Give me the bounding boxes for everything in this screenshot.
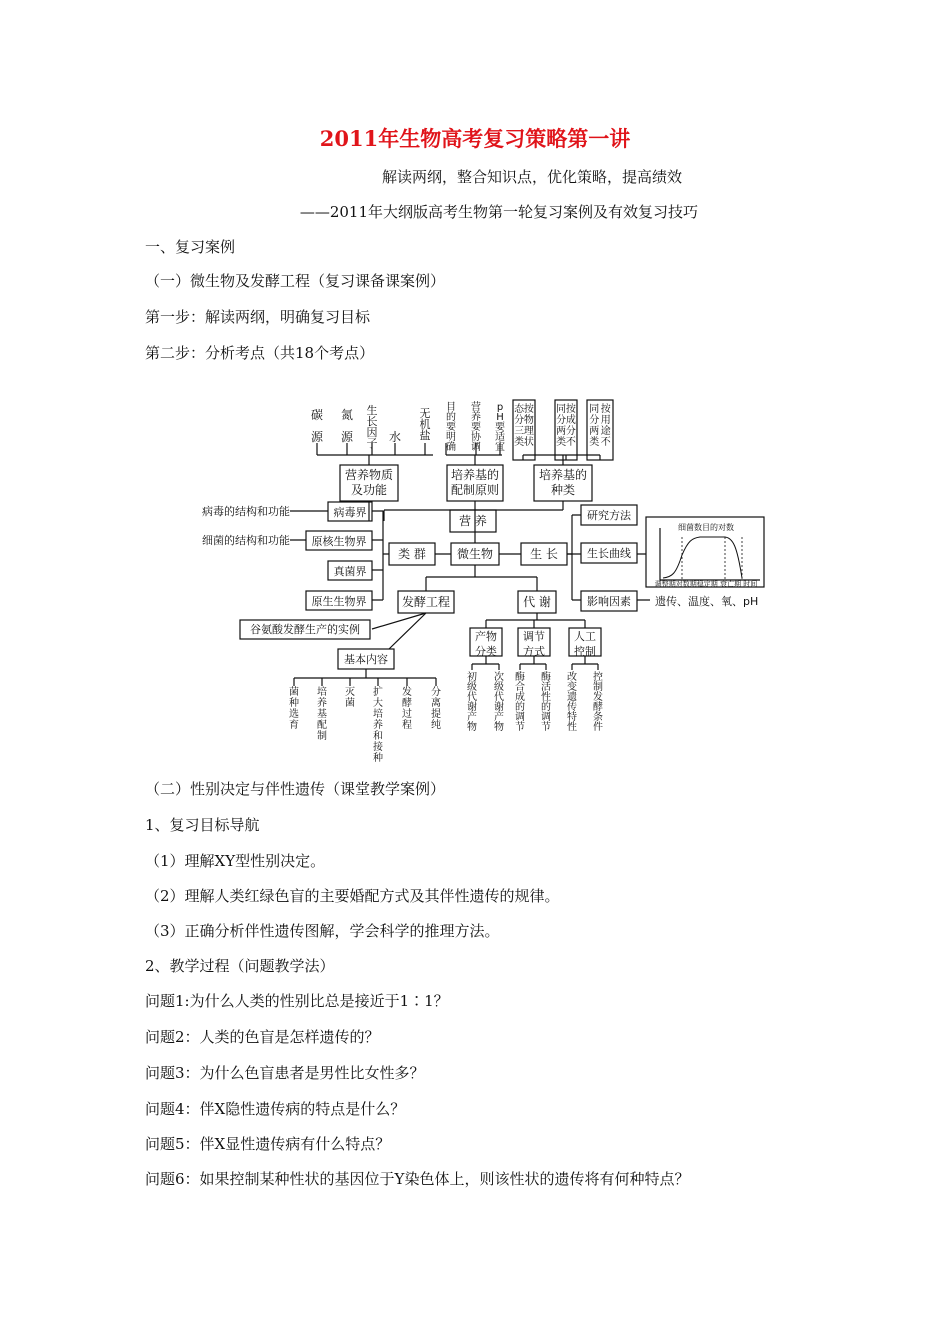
subsection-heading: （一）微生物及发酵工程（复习课备课案例） [145, 272, 446, 290]
medium-type-label: 分 [565, 426, 576, 437]
principle-label: 目 [446, 402, 456, 413]
principle-label: 调 [471, 442, 481, 453]
basic-item: 制 [317, 731, 327, 742]
basic-item: 发 [402, 687, 412, 698]
nutrient-source-label: 氮 [340, 408, 354, 422]
microbe-center-node: 微生物 [456, 547, 494, 561]
nutrient-source-label: 盐 [419, 429, 431, 442]
principle-box-label: 培养基的 [450, 468, 500, 482]
metab-item: 成 [515, 692, 525, 703]
basic-item: 和 [373, 731, 383, 742]
metab-item: 变 [567, 682, 577, 693]
basic-item: 接 [373, 742, 383, 753]
growth-item: 影响因素 [587, 595, 631, 608]
medium-type-label: 不 [600, 437, 611, 448]
basic-item: 菌 [289, 687, 299, 698]
kingdom-label: 原生生物界 [311, 595, 367, 608]
metab-box-label: 分类 [475, 645, 497, 658]
nutrient-source-label: 生 [366, 404, 378, 417]
basic-item: 灭 [345, 687, 355, 698]
kingdom-label: 病毒界 [333, 506, 367, 519]
basic-item: 提 [431, 709, 441, 720]
paragraph-line: 1、复习目标导航 [145, 816, 260, 834]
nutrient-source-label: 因 [366, 426, 378, 439]
metab-item: 谢 [467, 702, 477, 713]
medium-type-label: 类 [556, 437, 567, 448]
nutrient-source-label: 机 [419, 418, 431, 431]
types-box-label: 种类 [550, 483, 576, 497]
metab-item: 酶 [541, 672, 551, 683]
medium-type-label: 不 [565, 437, 576, 448]
question-line: 问题6：如果控制某种性状的基因位于Y染色体上，则该性状的遗传将有何种特点？ [145, 1170, 690, 1188]
section-heading: 一、复习案例 [145, 238, 236, 256]
paragraph-line: （3）正确分析伴性遗传图解，学会科学的推理方法。 [145, 922, 500, 940]
metab-item: 调 [541, 712, 551, 723]
metab-item: 性 [567, 722, 577, 733]
paragraph-line: （2）理解人类红绿色盲的主要婚配方式及其伴性遗传的规律。 [145, 887, 560, 905]
basic-item: 培 [373, 709, 383, 720]
principle-label: 明 [446, 432, 456, 443]
metab-item: 代 [467, 692, 477, 703]
metab-item: 控 [593, 672, 603, 683]
medium-type-label: 分 [589, 415, 600, 426]
basic-item: 培 [317, 687, 327, 698]
principle-label: 协 [471, 432, 481, 443]
step-line: 第二步：分析考点（共18个考点） [145, 344, 375, 362]
metab-item: 产 [467, 712, 477, 723]
principle-label: 确 [446, 442, 456, 453]
principle-box-label: 配制原则 [450, 483, 500, 497]
metab-item: 制 [593, 682, 603, 693]
principle-label: 要 [446, 422, 456, 433]
basic-item: 种 [373, 753, 383, 764]
medium-type-label: 按 [523, 404, 534, 415]
medium-type-label: 状 [523, 437, 534, 448]
metab-item: 酶 [515, 672, 525, 683]
types-box-label: 培养基的 [538, 468, 588, 482]
growth-item: 生长曲线 [587, 547, 631, 560]
nutrient-source-label: 源 [340, 430, 354, 444]
curve-title: 细菌数目的对数 [678, 523, 734, 532]
medium-type-label: 同 [556, 404, 567, 415]
nutrient-box-label: 营养物质 [344, 468, 394, 482]
metab-item: 级 [494, 682, 504, 693]
metab-item: 传 [567, 702, 577, 713]
basic-item: 育 [289, 720, 299, 731]
basic-item: 菌 [345, 698, 355, 709]
metab-item: 酵 [593, 702, 603, 713]
question-line: 问题5：伴X显性遗传病有什么特点？ [145, 1135, 391, 1153]
group-node: 类 群 [398, 547, 426, 561]
basic-item: 纯 [431, 720, 441, 731]
nutrient-source-label: 碳 [310, 408, 324, 422]
basic-item: 大 [373, 698, 383, 709]
kingdom-label: 原核生物界 [311, 535, 367, 548]
curve-xlabel: 调整期对数期稳定期 衰亡期 时间 [654, 580, 758, 588]
question-line: 问题4：伴X隐性遗传病的特点是什么？ [145, 1100, 406, 1118]
basic-item: 养 [373, 720, 383, 731]
nutrient-source-label: 子 [366, 437, 378, 450]
medium-type-label: 用 [600, 415, 611, 426]
metab-item: 的 [515, 702, 525, 713]
question-line: 问题2：人类的色盲是怎样遗传的？ [145, 1028, 380, 1046]
medium-type-label: 按 [565, 404, 576, 415]
medium-type-label: 同 [589, 404, 600, 415]
medium-type-label: 途 [600, 426, 611, 437]
medium-type-label: 成 [565, 415, 576, 426]
metab-item: 初 [467, 672, 477, 683]
metab-item: 谢 [494, 702, 504, 713]
basic-item: 离 [431, 698, 441, 709]
medium-type-label: 类 [589, 437, 600, 448]
group-note: 细菌的结构和功能 [202, 534, 290, 547]
principle-label: 的 [446, 412, 456, 423]
principle-label: 要 [471, 422, 481, 433]
metab-box-label: 调节 [523, 630, 545, 643]
paragraph-line: （1）理解XY型性别决定。 [145, 852, 326, 870]
medium-type-label: 三 [514, 426, 525, 437]
metab-item: 条 [593, 712, 603, 723]
growth-node: 生 长 [530, 547, 558, 561]
fermentation-node: 发酵工程 [401, 595, 451, 609]
step-line: 第一步：解读两纲，明确复习目标 [145, 308, 371, 326]
basic-item: 养 [317, 698, 327, 709]
principle-label: p [496, 402, 504, 413]
principle-label: 养 [471, 412, 481, 423]
basic-content-label: 基本内容 [344, 653, 388, 666]
principle-label: 适 [495, 432, 505, 443]
metab-item: 产 [494, 712, 504, 723]
subtitle-primary: 解读两纲，整合知识点，优化策略，提高绩效 [381, 168, 682, 186]
metab-item: 次 [494, 672, 504, 683]
metab-box-label: 产物 [475, 630, 497, 643]
basic-item: 选 [289, 709, 299, 720]
metab-item: 物 [467, 722, 477, 733]
nutrient-source-label: 源 [310, 430, 324, 444]
metab-item: 合 [515, 682, 525, 693]
nutrient-source-label: 长 [366, 415, 378, 428]
principle-label: 要 [495, 422, 505, 433]
medium-type-label: 类 [514, 437, 525, 448]
metab-item: 代 [494, 692, 504, 703]
medium-type-label: 两 [556, 426, 567, 437]
medium-type-label: 按 [600, 404, 611, 415]
basic-item: 分 [431, 687, 441, 698]
metab-item: 节 [541, 722, 551, 733]
medium-type-label: 两 [589, 426, 600, 437]
medium-type-label: 物 [523, 415, 534, 426]
principle-label: 营 [471, 402, 481, 413]
metab-item: 调 [515, 712, 525, 723]
paragraph-line: 2、教学过程（问题教学法） [145, 957, 335, 975]
kingdom-label: 真菌界 [333, 565, 367, 578]
metabolism-node: 代 谢 [523, 595, 551, 609]
medium-type-label: 理 [523, 426, 534, 437]
medium-type-label: 分 [556, 415, 567, 426]
basic-item: 酵 [402, 698, 412, 709]
nutrient-source-label: 无 [419, 407, 431, 420]
question-line: 问题1:为什么人类的性别比总是接近于1∶1？ [145, 992, 449, 1010]
metab-box-label: 方式 [523, 645, 545, 658]
example-label: 谷氨酸发酵生产的实例 [250, 623, 360, 636]
metab-item: 活 [541, 682, 551, 693]
subsection-heading: （二）性别决定与伴性遗传（课堂教学案例） [145, 780, 446, 798]
medium-type-label: 态 [514, 404, 525, 415]
nutrient-source-label: 水 [388, 430, 402, 444]
metab-item: 节 [515, 722, 525, 733]
subtitle-secondary: ——2011年大纲版高考生物第一轮复习案例及有效复习技巧 [299, 203, 698, 221]
basic-item: 基 [317, 709, 327, 720]
metab-item: 物 [494, 722, 504, 733]
medium-type-label: 分 [514, 415, 525, 426]
metab-item: 性 [541, 692, 551, 703]
question-line: 问题3：为什么色盲患者是男性比女性多？ [145, 1064, 425, 1082]
basic-item: 扩 [373, 687, 383, 698]
basic-item: 程 [402, 720, 412, 731]
principle-label: H [496, 412, 504, 423]
metab-box-label: 人工 [574, 630, 596, 643]
metab-item: 件 [593, 722, 603, 733]
group-note: 病毒的结构和功能 [202, 505, 290, 518]
metab-box-label: 控制 [574, 645, 596, 658]
basic-item: 过 [402, 709, 412, 720]
basic-item: 配 [317, 720, 327, 731]
metab-item: 的 [541, 702, 551, 713]
basic-item: 种 [289, 698, 299, 709]
principle-label: 宜 [495, 442, 505, 453]
document-title: 2011年生物高考复习策略第一讲 [319, 126, 631, 151]
metab-item: 级 [467, 682, 477, 693]
metab-item: 特 [567, 712, 577, 723]
metab-item: 改 [567, 672, 577, 683]
metab-item: 遗 [567, 692, 577, 703]
nutrient-box-label: 及功能 [350, 483, 388, 497]
nutrition-node: 营 养 [459, 514, 487, 528]
metab-item: 发 [593, 692, 603, 703]
growth-item: 研究方法 [587, 509, 631, 522]
factor-text: 遗传、温度、氧、pH [655, 595, 759, 608]
